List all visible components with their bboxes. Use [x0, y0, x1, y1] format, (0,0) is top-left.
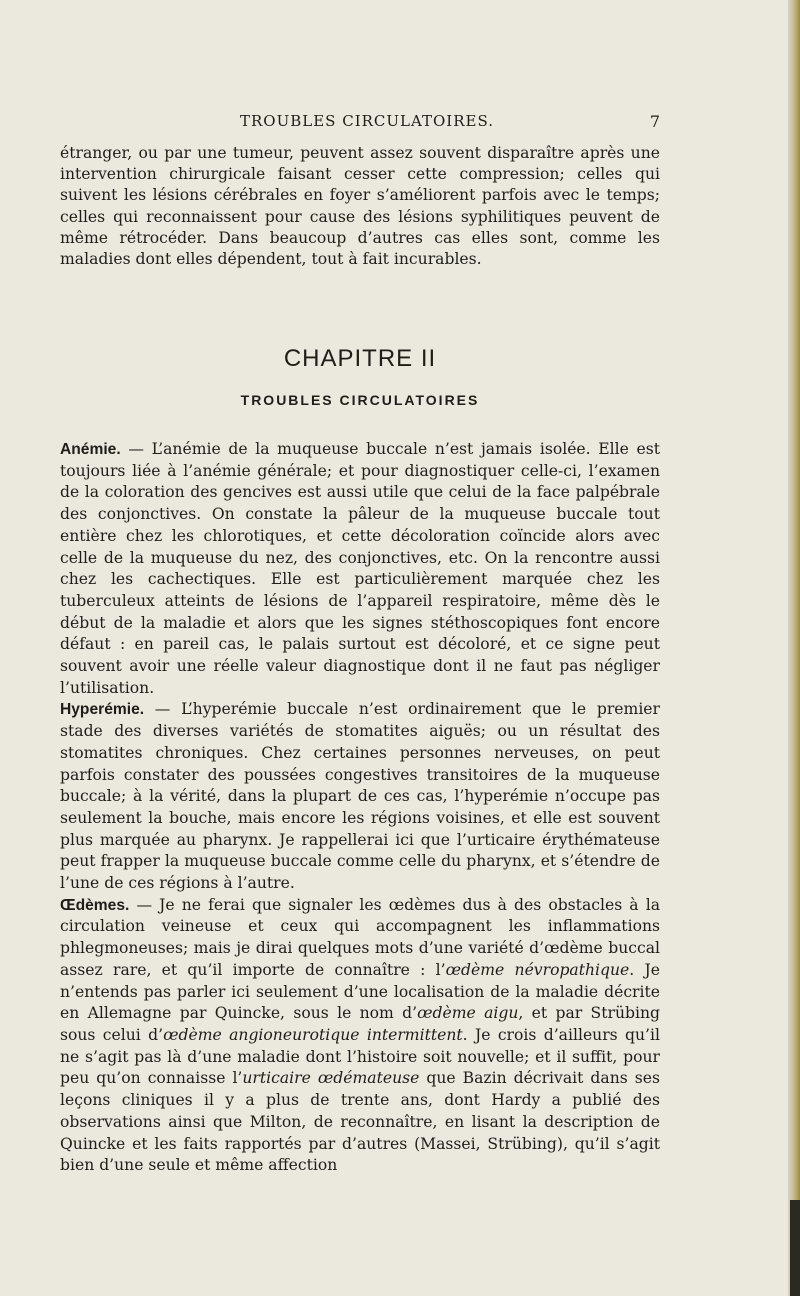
section-text: . Je n’entends pas parler ici seulement d’une localisation de la maladie décrite en Allemagne par Quincke, sous le nom d’: [60, 960, 660, 1023]
running-title: TROUBLES CIRCULATOIRES.: [240, 112, 494, 130]
running-header: [60, 112, 660, 136]
chapter-subtitle: TROUBLES CIRCULATOIRES: [240, 392, 480, 408]
italic-term: œdème névropathique: [445, 960, 630, 979]
page-number: 7: [649, 112, 660, 131]
italic-term: œdème aigu: [417, 1004, 519, 1023]
section-text: que Bazin décrivait dans ses leçons cliniques il y a plus de trente ans, dont Hardy a publié des observations ainsi que Milton, de reconnaître, en lisant la description de Quincke et les faits rapportés par d’autres (Massei, Strübing), qu’il s’agit bien d’une seule et même affection: [60, 1069, 660, 1175]
section-text: , et par Strübing sous celui d’: [60, 1004, 660, 1044]
italic-term: urticaire œdémateuse: [242, 1069, 420, 1088]
section-text: — L’hyperémie buccale n’est ordinairement que le premier stade des diverses variétés de stomatites aiguës; ou un résultat des stomatites chroniques. Chez certaines personnes nerveuses, on peut parfois constater des poussées congestives transitoires de la muqueuse buccale; à la vérité, dans la plupart de ces cas, l’hyperémie n’occupe pas seulement la bouche, mais encore les régions voisines, et elle est souvent plus marquée au pharynx. Je rappellerai ici que l’urticaire érythémateuse peut frapper la muqueuse buccale comme celle du pharynx, et s’étendre de l’une de ces régions à l’autre.: [60, 700, 660, 893]
section-term: Œdèmes.: [60, 896, 130, 914]
opening-paragraph: étranger, ou par une tumeur, peuvent assez souvent disparaître après une intervention chirurgicale faisant cesser cette compression; celles qui suivent les lésions cérébrales en foyer s’améliorent parfois avec le temps; celles qui reconnaissent pour cause des lésions syphilitiques peuvent de même rétrocéder. Dans beaucoup d’autres cas elles sont, comme les maladies dont elles dépendent, tout à fait incurables.: [60, 144, 660, 269]
opening-text: [60, 143, 660, 270]
section-term: Hyperémie.: [60, 701, 145, 719]
section-anemie: [60, 439, 660, 699]
chapter-body: [60, 439, 660, 1177]
section-text: — Je ne ferai que signaler les œdèmes dus à des obstacles à la circulation veineuse et ceux qui accompagnent les inflammations phlegmoneuses; mais je dirai quelques mots d’une variété d’œdème buccal assez rare, et qu’il importe de connaître : l’: [60, 895, 660, 979]
section-text: . Je crois d’ailleurs qu’il ne s’agit pas là d’une maladie dont l’histoire soit nouvelle; et il suffit, pour peu qu’on connaisse l’: [60, 1025, 660, 1088]
italic-term: œdème angioneurotique intermittent: [163, 1025, 463, 1044]
chapter-title: CHAPITRE II: [283, 345, 437, 372]
section-oedemes: [60, 895, 660, 1177]
section-text: — L’anémie de la muqueuse buccale n’est jamais isolée. Elle est toujours liée à l’anémie générale; et pour diagnostiquer celle-ci, l’examen de la coloration des gencives est aussi utile que celui de la face palpébrale des conjonctives. On constate la pâleur de la muqueuse buccale tout entière chez les chlorotiques, et cette décoloration coïncide alors avec celle de la muqueuse du nez, des conjonctives, etc. On la rencontre aussi chez les cachectiques. Elle est particulièrement marquée chez les tuberculeux atteints de lésions de l’appareil respiratoire, même dès le début de la maladie et alors que les signes stéthoscopiques font encore défaut : en pareil cas, le palais surtout est décoloré, et ce signe peut souvent avoir une réelle valeur diagnostique dont il ne faut pas négliger l’utilisation.: [60, 440, 660, 697]
page-edge: [788, 0, 800, 1296]
section-term: Anémie.: [60, 441, 121, 458]
page-edge-shadow: [790, 1200, 800, 1296]
section-hyperemie: [60, 699, 660, 894]
